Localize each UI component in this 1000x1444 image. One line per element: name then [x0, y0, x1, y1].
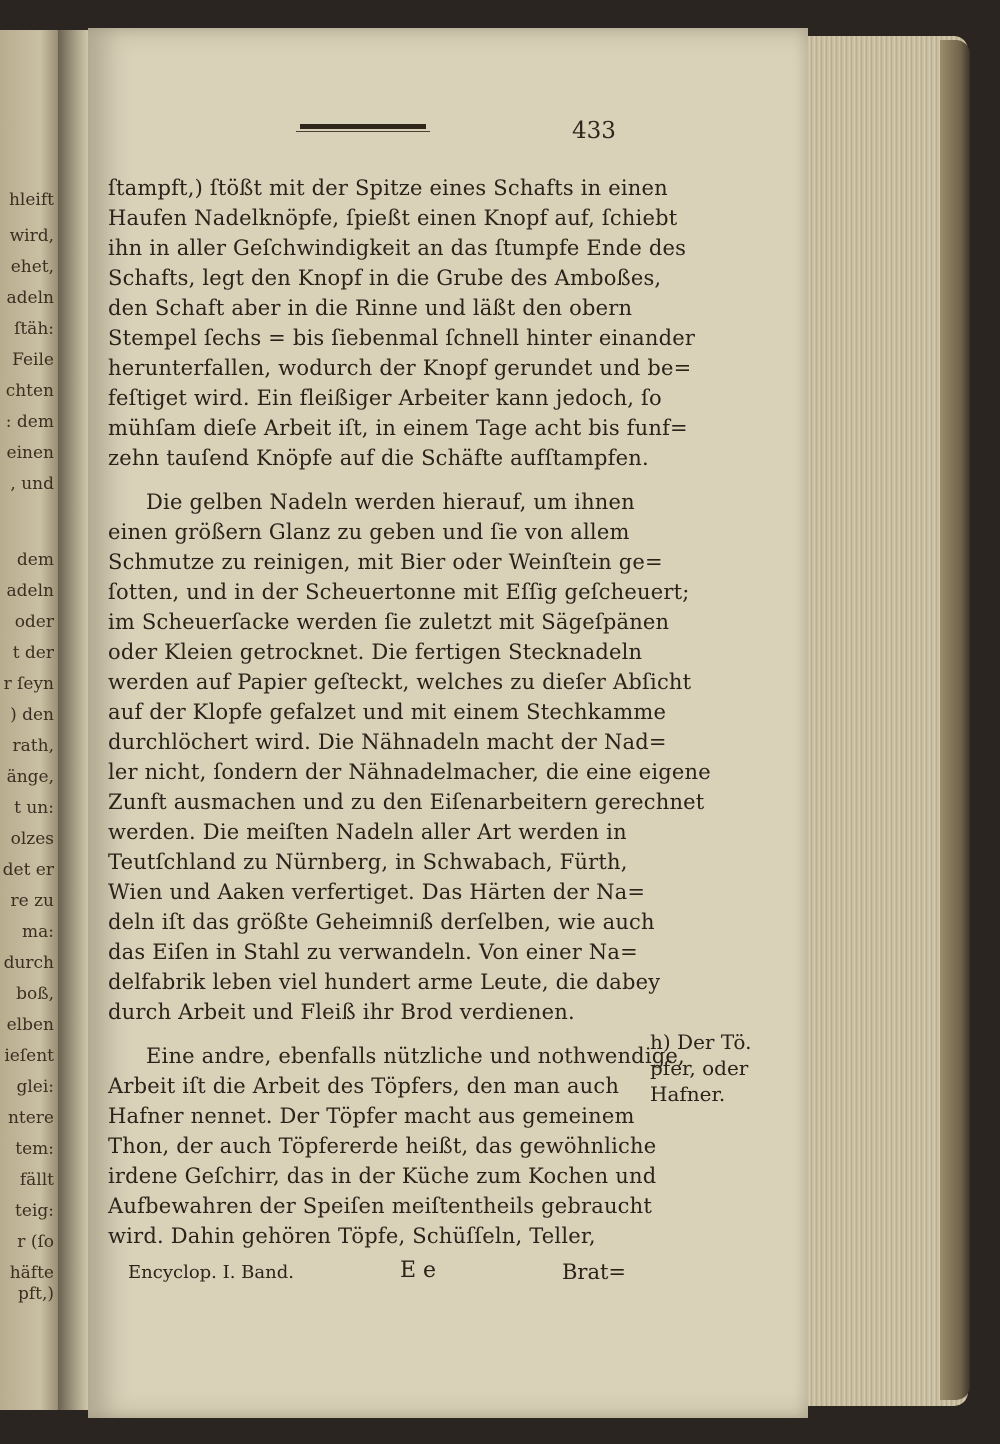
fragment: wird,: [9, 226, 54, 246]
text-line: mühſam dieſe Arbeit iſt, in einem Tage acht bis funf=: [108, 416, 688, 440]
text-line: herunterfallen, wodurch der Knopf gerundet und be=: [108, 356, 692, 380]
fragment: t der: [12, 643, 54, 663]
fragment: det er: [2, 860, 54, 880]
fragment: einen: [6, 443, 54, 463]
facing-page-edge: [0, 30, 58, 1410]
fragment: : dem: [5, 412, 54, 432]
text-line: Hafner nennet. Der Töpfer macht aus gemeinem: [108, 1104, 635, 1128]
text-line: Schmutze zu reinigen, mit Bier oder Weinſtein ge=: [108, 550, 663, 574]
margin-note-line: pfer, oder: [650, 1056, 749, 1080]
text-line: Arbeit iſt die Arbeit des Töpfers, den man auch: [108, 1074, 620, 1098]
fragment: dem: [16, 550, 54, 570]
text-line: irdene Geſchirr, das in der Küche zum Kochen und: [108, 1164, 657, 1188]
book-gutter: [58, 30, 88, 1410]
fragment: ehet,: [10, 257, 54, 277]
text-line: Zunft ausmachen und zu den Eiſenarbeitern gerechnet: [108, 790, 705, 814]
text-line: zehn tauſend Knöpfe auf die Schäfte aufſtampfen.: [108, 446, 649, 470]
text-line: einen größern Glanz zu geben und ſie von allem: [108, 520, 630, 544]
margin-note-line: h) Der Tö.: [650, 1030, 752, 1054]
fragment: t un:: [14, 798, 54, 818]
text-line: feſtiget wird. Ein fleißiger Arbeiter kann jedoch, ſo: [108, 386, 662, 410]
text-line: werden auf Papier geſteckt, welches zu dieſer Abſicht: [108, 670, 692, 694]
text-line: Wien und Aaken verfertiget. Das Härten der Na=: [108, 880, 646, 904]
fragment: ieſent: [4, 1046, 54, 1066]
fragment: häfte: [9, 1263, 54, 1283]
fragment: durch: [3, 953, 54, 973]
catchword: Brat=: [562, 1260, 627, 1284]
fragment: oder: [14, 612, 54, 632]
fragment: tem:: [15, 1139, 54, 1159]
fragment: , und: [10, 474, 54, 494]
text-line: deln iſt das größte Geheimniß derſelben, wie auch: [108, 910, 655, 934]
header-rule-thin: [296, 131, 430, 132]
text-line: ſotten, und in der Scheuertonne mit Eſſig geſcheuert;: [108, 580, 690, 604]
text-line: auf der Klopfe gefalzet und mit einem Stechkamme: [108, 700, 667, 724]
text-line: ihn in aller Geſchwindigkeit an das ſtumpfe Ende des: [108, 236, 687, 260]
text-line: Die gelben Nadeln werden hierauf, um ihnen: [146, 490, 635, 514]
fragment: ſtäh:: [14, 319, 54, 339]
fragment: elben: [6, 1015, 54, 1035]
margin-note-line: Hafner.: [650, 1082, 726, 1106]
fragment: boß,: [16, 984, 54, 1004]
fragment: r ſeyn: [3, 674, 54, 694]
header-rule: [300, 124, 426, 129]
fragment: re zu: [10, 891, 54, 911]
text-line: ſtampft,) ſtößt mit der Spitze eines Schafts in einen: [108, 176, 668, 200]
text-line: Stempel ſechs = bis ſiebenmal ſchnell hinter einander: [108, 326, 696, 350]
page-number: 433: [572, 118, 616, 144]
book-edge-shadow: [940, 40, 970, 1400]
signature-mark: E e: [400, 1258, 437, 1283]
fragment: ma:: [22, 922, 54, 942]
fragment: teig:: [15, 1201, 54, 1221]
fragment: ) den: [10, 705, 54, 725]
fragment: olzes: [10, 829, 54, 849]
text-line: Thon, der auch Töpfererde heißt, das gewöhnliche: [108, 1134, 657, 1158]
fragment: änge,: [6, 767, 54, 787]
fragment: glei:: [16, 1077, 54, 1097]
text-line: ler nicht, ſondern der Nähnadelmacher, die eine eigene: [108, 760, 711, 784]
text-line: Haufen Nadelknöpfe, ſpießt einen Knopf auf, ſchiebt: [108, 206, 678, 230]
text-line: im Scheuerſacke werden ſie zuletzt mit Sägeſpänen: [108, 610, 670, 634]
text-line: delfabrik leben viel hundert arme Leute, die dabey: [108, 970, 661, 994]
text-line: wird. Dahin gehören Töpfe, Schüſſeln, Teller,: [108, 1224, 596, 1248]
fragment: r (ſo: [17, 1232, 54, 1252]
text-line: werden. Die meiſten Nadeln aller Art werden in: [108, 820, 627, 844]
text-line: Eine andre, ebenfalls nützliche und nothwendige,: [146, 1044, 685, 1068]
text-line: oder Kleien getrocknet. Die fertigen Stecknadeln: [108, 640, 643, 664]
fragment: chten: [5, 381, 54, 401]
text-line: Schafts, legt den Knopf in die Grube des Amboßes,: [108, 266, 662, 290]
fragment: ntere: [7, 1108, 54, 1128]
text-line: durch Arbeit und Fleiß ihr Brod verdienen.: [108, 1000, 575, 1024]
fragment: pft,): [17, 1284, 54, 1304]
fragment: fällt: [19, 1170, 54, 1190]
text-line: durchlöchert wird. Die Nähnadeln macht der Nad=: [108, 730, 667, 754]
fragment: Feile: [12, 350, 54, 370]
text-line: den Schaft aber in die Rinne und läßt den obern: [108, 296, 633, 320]
text-line: Teutſchland zu Nürnberg, in Schwabach, Fürth,: [108, 850, 628, 874]
fragment: adeln: [6, 581, 54, 601]
fragment: hleift: [8, 190, 54, 210]
text-line: Aufbewahren der Speiſen meiſtentheils gebraucht: [108, 1194, 652, 1218]
fragment: adeln: [6, 288, 54, 308]
text-line: das Eiſen in Stahl zu verwandeln. Von einer Na=: [108, 940, 638, 964]
fragment: rath,: [12, 736, 54, 756]
signature-left: Encyclop. I. Band.: [128, 1262, 294, 1283]
